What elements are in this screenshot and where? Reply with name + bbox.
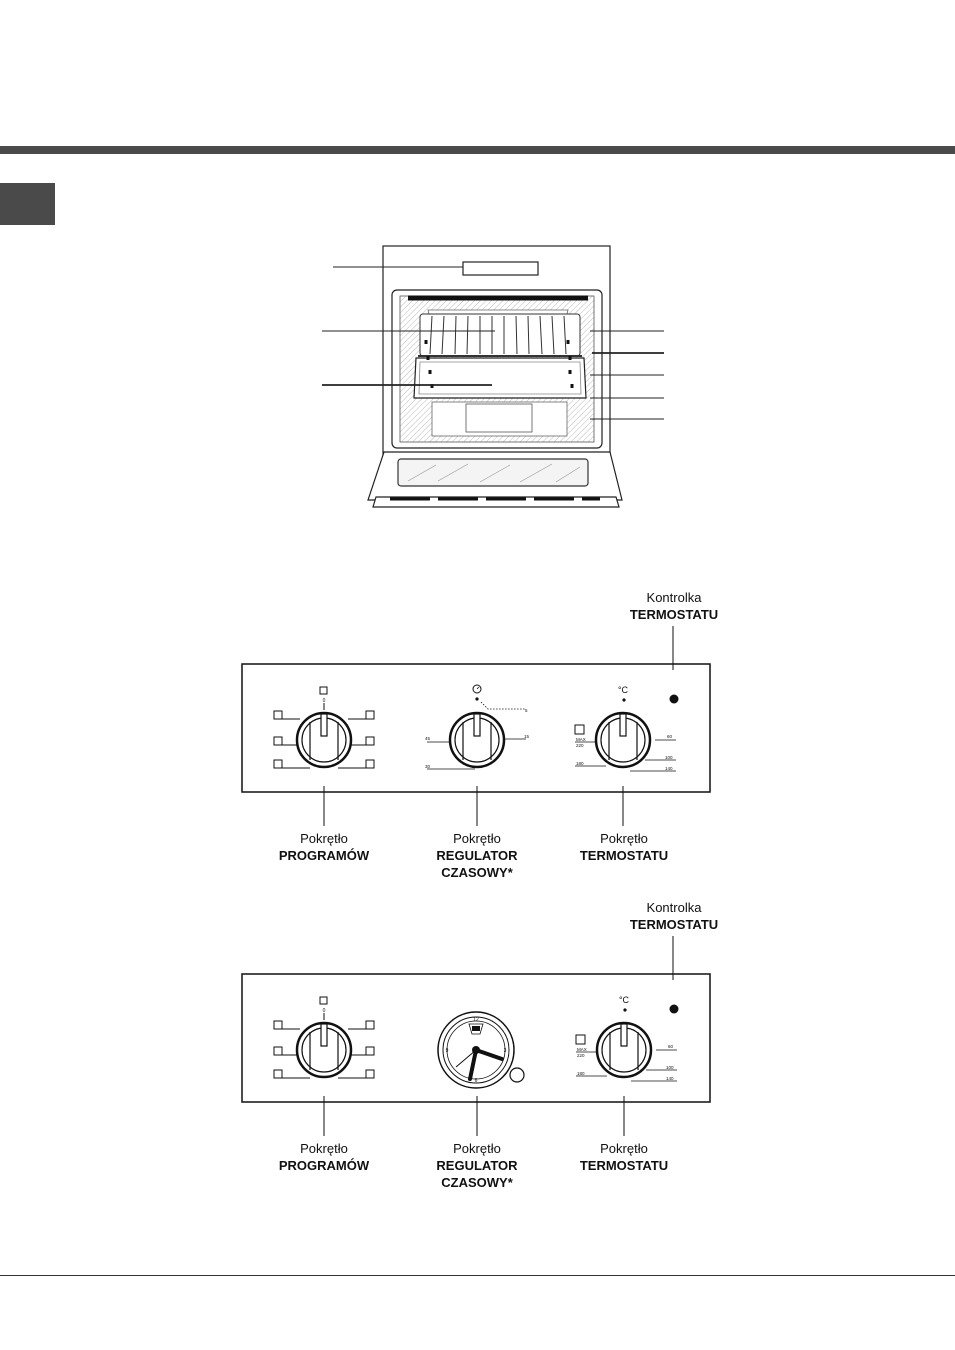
thermostat-indicator-light bbox=[670, 1005, 679, 1014]
thermo-mark-140: 140 bbox=[666, 1076, 674, 1081]
programs-knob[interactable] bbox=[297, 713, 351, 767]
clock-mark-6: 6 bbox=[474, 1078, 478, 1084]
thermo-mark-180: 180 bbox=[576, 761, 584, 766]
thermo-mark-max: MAX bbox=[577, 1047, 587, 1052]
label-line: Pokrętło bbox=[300, 831, 348, 846]
thermostat-knob[interactable] bbox=[596, 713, 650, 767]
thermo-mark-140: 140 bbox=[665, 766, 673, 771]
label-line: REGULATOR bbox=[436, 848, 518, 863]
timer-mark-15: 15 bbox=[524, 734, 530, 739]
label-line: Pokrętło bbox=[300, 1141, 348, 1156]
programs-knob-label bbox=[254, 1140, 394, 1174]
celsius-icon: °C bbox=[617, 685, 629, 695]
timer-knob-label bbox=[407, 1140, 547, 1191]
thermo-mark-60: 60 bbox=[667, 734, 673, 739]
timer-mark-45: 45 bbox=[425, 736, 431, 741]
program-mark-0: 0 bbox=[322, 1008, 326, 1014]
clock-set-button[interactable] bbox=[510, 1068, 524, 1082]
thermo-mark-100: 100 bbox=[666, 1065, 674, 1070]
label-line: PROGRAMÓW bbox=[278, 1158, 370, 1173]
thermostat-indicator-light bbox=[670, 695, 679, 704]
thermostat-knob-label bbox=[554, 830, 694, 864]
clock-timer[interactable] bbox=[438, 1012, 514, 1088]
clock-mark-12: 12 bbox=[473, 1017, 479, 1023]
clock-mark-9: 9 bbox=[445, 1048, 449, 1054]
label-line: CZASOWY* bbox=[441, 865, 513, 880]
thermostat-knob[interactable] bbox=[597, 1023, 651, 1077]
programs-knob[interactable] bbox=[297, 1023, 351, 1077]
programs-knob-label bbox=[254, 830, 394, 864]
thermo-mark-100: 100 bbox=[665, 755, 673, 760]
label-line: Pokrętło bbox=[600, 1141, 648, 1156]
label-line: PROGRAMÓW bbox=[278, 848, 370, 863]
label-line: Pokrętło bbox=[600, 831, 648, 846]
timer-knob-label bbox=[407, 830, 547, 881]
thermostat-indicator-label bbox=[604, 899, 744, 933]
control-panel-2 bbox=[242, 936, 710, 1136]
drip-tray bbox=[414, 358, 586, 398]
label-line: Pokrętło bbox=[453, 831, 501, 846]
thermo-mark-220: 220 bbox=[577, 1053, 585, 1058]
control-panel-1 bbox=[242, 626, 710, 826]
timer-knob[interactable] bbox=[450, 713, 504, 767]
oven-door bbox=[368, 452, 622, 507]
thermo-mark-180: 180 bbox=[577, 1071, 585, 1076]
thermo-mark-220: 220 bbox=[576, 743, 584, 748]
wire-shelf bbox=[418, 314, 582, 356]
timer-mark-30: 30 bbox=[425, 764, 431, 769]
label-line: TERMOSTATU bbox=[579, 1158, 669, 1173]
label-line: CZASOWY* bbox=[441, 1175, 513, 1190]
thermostat-indicator-label bbox=[604, 589, 744, 623]
timer-mark-5: 5 bbox=[525, 708, 528, 713]
label-line: Pokrętło bbox=[453, 1141, 501, 1156]
label-line: TERMOSTATU bbox=[579, 848, 669, 863]
thermo-mark-max: MAX bbox=[576, 737, 586, 742]
label-line: Kontrolka bbox=[646, 900, 702, 915]
thermostat-knob-label bbox=[554, 1140, 694, 1174]
celsius-icon: °C bbox=[618, 995, 630, 1005]
thermo-mark-60: 60 bbox=[668, 1044, 674, 1049]
program-mark-0: 0 bbox=[322, 698, 326, 704]
label-line: REGULATOR bbox=[436, 1158, 518, 1173]
label-line: TERMOSTATU bbox=[629, 917, 719, 932]
label-line: TERMOSTATU bbox=[629, 607, 719, 622]
label-line: Kontrolka bbox=[646, 590, 702, 605]
oven-diagram bbox=[322, 246, 664, 507]
clock-mark-3: 3 bbox=[503, 1048, 507, 1054]
